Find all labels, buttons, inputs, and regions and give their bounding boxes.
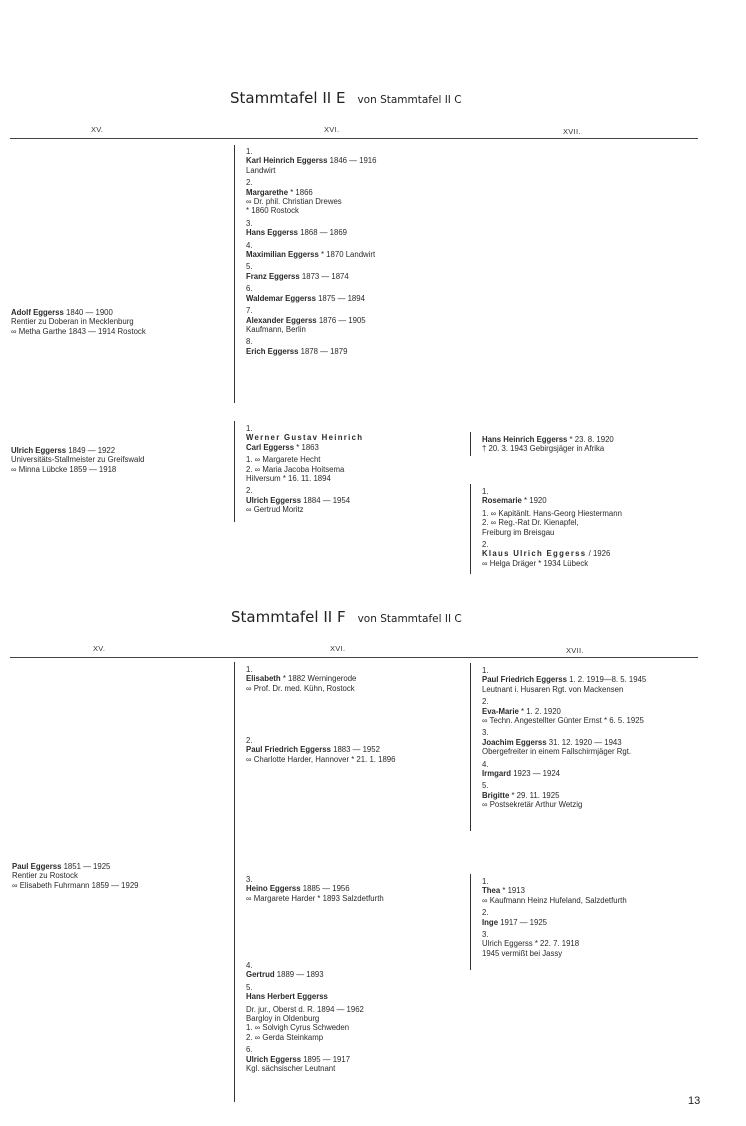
bracket-ulrich-children — [234, 421, 235, 522]
child-number: 5. — [246, 262, 253, 272]
child-entry — [246, 337, 376, 356]
person-marriage: ∞ Elisabeth Fuhrmann 1859 — 1929 — [12, 880, 139, 890]
person-info: Rentier zu Rostock — [12, 871, 78, 881]
child-number: 1. — [246, 147, 253, 156]
child-dates: 1923 — 1924 — [513, 769, 561, 779]
child-dates: * 1913 — [502, 886, 525, 896]
child-info: Leutnant i. Husaren Rgt. von Mackensen — [482, 684, 624, 694]
ulrich-jr-children-list — [482, 487, 622, 568]
child-marriage: 1. ∞ Margarete Hecht — [246, 455, 321, 465]
child-name: Margarethe — [246, 187, 289, 197]
child-gertrud-hans-ulrich — [246, 961, 364, 1073]
person-name: Adolf Eggerss — [11, 308, 64, 317]
person-adolf — [11, 308, 146, 336]
bracket-ulrich-jr-children — [470, 484, 471, 574]
child-dates: * 23. 8. 1920 — [569, 435, 614, 444]
child-dates: 1868 — 1869 — [300, 228, 348, 238]
child-dates: * 1882 Werningerode — [282, 674, 357, 684]
child-entry — [246, 306, 376, 334]
child-info: Freiburg im Breisgau — [482, 527, 555, 537]
child-name: Paul Friedrich Eggerss — [482, 675, 567, 685]
child-number: 5. — [246, 982, 253, 992]
paul-friedrich-children-list — [482, 666, 646, 810]
child-marriage: ∞ Margarete Harder * 1893 Salzdetfurth — [246, 893, 384, 903]
child-marriage: ∞ Gertrud Moritz — [246, 505, 304, 515]
child-name: Franz Eggerss — [246, 271, 300, 281]
child-name: Carl Eggerss — [246, 442, 295, 452]
person-info: Universitäts-Stallmeister zu Greifswald — [11, 455, 145, 465]
child-name: Erich Eggerss — [246, 346, 299, 356]
werner-children-list — [482, 435, 614, 454]
child-elisabeth — [246, 665, 356, 693]
child-info: † 20. 3. 1943 Gebirgsjäger in Afrika — [482, 444, 605, 454]
child-dates: 1889 — 1893 — [276, 970, 324, 980]
child-marriage: 1. ∞ Solvigh Cyrus Schweden — [246, 1023, 350, 1033]
child-marriage: 2. ∞ Maria Jacoba Hoitsema — [246, 464, 345, 474]
child-name: Thea — [482, 886, 501, 896]
child-number: 2. — [482, 908, 489, 918]
child-paul-friedrich — [246, 736, 395, 764]
child-name: Heino Eggerss — [246, 884, 301, 894]
child-number: 1. — [246, 665, 253, 674]
adolf-children-list — [246, 147, 376, 356]
child-marriage: ∞ Techn. Angestellter Günter Ernst * 6. 5. 1925 — [482, 716, 644, 726]
child-entry — [246, 262, 376, 281]
bracket-paul-friedrich-children — [470, 663, 471, 831]
child-name: Hans Heinrich Eggerss — [482, 435, 568, 444]
child-number: 3. — [246, 875, 253, 884]
child-name: Brigitte — [482, 790, 510, 800]
child-name: Irmgard — [482, 769, 512, 779]
bracket-werner-children — [470, 432, 471, 456]
table-e-gen-xv: XV. — [91, 125, 104, 134]
child-name: Maximilian Eggerss — [246, 250, 319, 260]
child-dates: * 1870 Landwirt — [320, 250, 376, 260]
child-dates: 1876 — 1905 — [318, 315, 366, 325]
child-number: 3. — [246, 218, 253, 228]
person-dates: 1849 — 1922 — [68, 446, 116, 455]
child-dates: / 1926 — [588, 549, 611, 559]
child-info: Kaufmann, Berlin — [246, 324, 306, 334]
child-name: Eva-Marie — [482, 706, 519, 716]
person-name: Ulrich Eggerss — [11, 446, 67, 455]
child-marriage: 1. ∞ Kapitänlt. Hans-Georg Hiestermann — [482, 508, 622, 518]
child-name: Hans Eggerss — [246, 228, 299, 238]
child-number: 8. — [246, 337, 253, 347]
table-f-title-text: Stammtafel II F — [231, 608, 346, 626]
child-marriage: ∞ Kaufmann Heinz Hufeland, Salzdetfurth — [482, 895, 627, 905]
child-info: 1945 vermißt bei Jassy — [482, 948, 563, 958]
child-number: 2. — [482, 697, 489, 707]
table-f-gen-xvii: XVII. — [566, 646, 584, 655]
table-f-title — [231, 608, 462, 626]
child-marriage: ∞ Dr. phil. Christian Drewes — [246, 197, 342, 207]
table-f-rule — [10, 657, 698, 658]
child-number: 2. — [246, 178, 253, 188]
child-number: 5. — [482, 781, 489, 791]
child-number: 6. — [246, 1045, 253, 1055]
child-number: 1. — [246, 424, 253, 433]
child-dates: 1885 — 1956 — [302, 884, 350, 894]
child-entry — [246, 284, 376, 303]
table-e-gen-xvii: XVII. — [563, 127, 581, 136]
child-name: Paul Friedrich Eggerss — [246, 745, 331, 755]
person-dates: 1840 — 1900 — [66, 308, 113, 317]
bracket-paul-children — [234, 662, 235, 1102]
child-dates: 1875 — 1894 — [318, 293, 365, 303]
child-dates: 1917 — 1925 — [500, 917, 548, 927]
child-dates: 1. 2. 1919—8. 5. 1945 — [569, 675, 647, 685]
child-info: * 1860 Rostock — [246, 206, 299, 216]
child-info: Hilversum * 16. 11. 1894 — [246, 474, 331, 484]
child-name: Ulrich Eggerss * 22. 7. 1918 — [482, 939, 580, 949]
person-dates: 1851 — 1925 — [63, 862, 111, 871]
child-number: 6. — [246, 284, 253, 294]
ulrich-children-list — [246, 424, 363, 515]
child-dates: 1884 — 1954 — [303, 495, 351, 505]
table-e-rule — [10, 138, 698, 139]
table-f-subtitle: von Stammtafel II C — [357, 613, 462, 625]
child-marriage: ∞ Postsekretär Arthur Wetzig — [482, 800, 583, 810]
child-number: 2. — [482, 540, 489, 550]
table-e-gen-xvi: XVI. — [324, 125, 340, 134]
bracket-adolf-children — [234, 145, 235, 403]
child-entry — [246, 147, 376, 175]
page-number: 13 — [688, 1095, 701, 1107]
child-marriage: 2. ∞ Reg.-Rat Dr. Kienapfel, — [482, 518, 579, 528]
person-info: Rentier zu Doberan in Mecklenburg — [11, 317, 134, 327]
child-name: Joachim Eggerss — [482, 737, 547, 747]
child-info: Landwirt — [246, 165, 276, 175]
child-heino — [246, 875, 384, 903]
child-marriage: 2. ∞ Gerda Steinkamp — [246, 1032, 324, 1042]
person-marriage: ∞ Metha Garthe 1843 — 1914 Rostock — [11, 326, 146, 336]
child-number: 7. — [246, 306, 253, 316]
child-number: 1. — [482, 666, 489, 675]
person-ulrich — [11, 446, 144, 474]
child-dates: * 1920 — [524, 496, 547, 506]
table-f-gen-xvi: XVI. — [330, 644, 346, 653]
person-paul — [12, 862, 139, 890]
child-number: 4. — [482, 759, 489, 769]
child-name: Ulrich Eggerss — [246, 495, 302, 505]
child-name: Gertrud — [246, 970, 275, 980]
table-e-title-text: Stammtafel II E — [230, 89, 346, 107]
child-number: 3. — [482, 728, 489, 738]
child-marriage: ∞ Helga Dräger * 1934 Lübeck — [482, 558, 589, 568]
child-number: 4. — [246, 240, 253, 250]
child-marriage: ∞ Charlotte Harder, Hannover * 21. 1. 1896 — [246, 754, 396, 764]
child-dates: 1873 — 1874 — [301, 271, 349, 281]
child-name: Rosemarie — [482, 496, 522, 506]
child-name: Ulrich Eggerss — [246, 1054, 302, 1064]
table-e-subtitle: von Stammtafel II C — [357, 94, 462, 106]
child-dates: * 1866 — [290, 187, 313, 197]
child-name: Karl Heinrich Eggerss — [246, 156, 328, 166]
child-name: Klaus Ulrich Eggerss — [482, 549, 587, 559]
heino-children-list — [482, 877, 627, 958]
child-info: Obergefreiter in einem Fallschirmjäger Rgt. — [482, 747, 632, 757]
child-dates: 1895 — 1917 — [303, 1054, 351, 1064]
child-dates: * 29. 11. 1925 — [511, 790, 560, 800]
person-marriage: ∞ Minna Lübcke 1859 — 1918 — [11, 464, 117, 474]
child-info: Kgl. sächsischer Leutnant — [246, 1064, 336, 1074]
child-dates: * 1. 2. 1920 — [521, 706, 561, 716]
child-name: Elisabeth — [246, 674, 281, 684]
child-entry — [246, 219, 376, 238]
child-dates: 1878 — 1879 — [300, 346, 348, 356]
child-name: Werner Gustav Heinrich — [246, 433, 364, 443]
child-info: Bargloy in Oldenburg — [246, 1014, 320, 1024]
child-number: 1. — [482, 877, 489, 886]
child-name: Waldemar Eggerss — [246, 293, 316, 303]
table-f-gen-xv: XV. — [93, 644, 106, 653]
child-number: 2. — [246, 486, 253, 496]
child-number: 2. — [246, 736, 253, 745]
child-number: 3. — [482, 930, 489, 940]
child-name: Alexander Eggerss — [246, 315, 317, 325]
child-number: 1. — [482, 487, 489, 496]
bracket-heino-children — [470, 874, 471, 970]
child-entry — [246, 178, 376, 216]
person-name: Paul Eggerss — [12, 862, 62, 871]
child-marriage: ∞ Prof. Dr. med. Kühn, Rostock — [246, 683, 355, 693]
child-dates: * 1863 — [296, 442, 319, 452]
child-dates: 31. 12. 1920 — 1943 — [548, 737, 622, 747]
child-dates: 1846 — 1916 — [329, 156, 377, 166]
child-number: 4. — [246, 961, 253, 970]
child-dates: 1883 — 1952 — [333, 745, 380, 755]
child-entry — [246, 241, 376, 260]
child-name: Inge — [482, 917, 499, 927]
table-e-title — [230, 89, 462, 107]
child-info: Dr. jur., Oberst d. R. 1894 — 1962 — [246, 1004, 364, 1014]
child-name: Hans Herbert Eggerss — [246, 992, 328, 1002]
